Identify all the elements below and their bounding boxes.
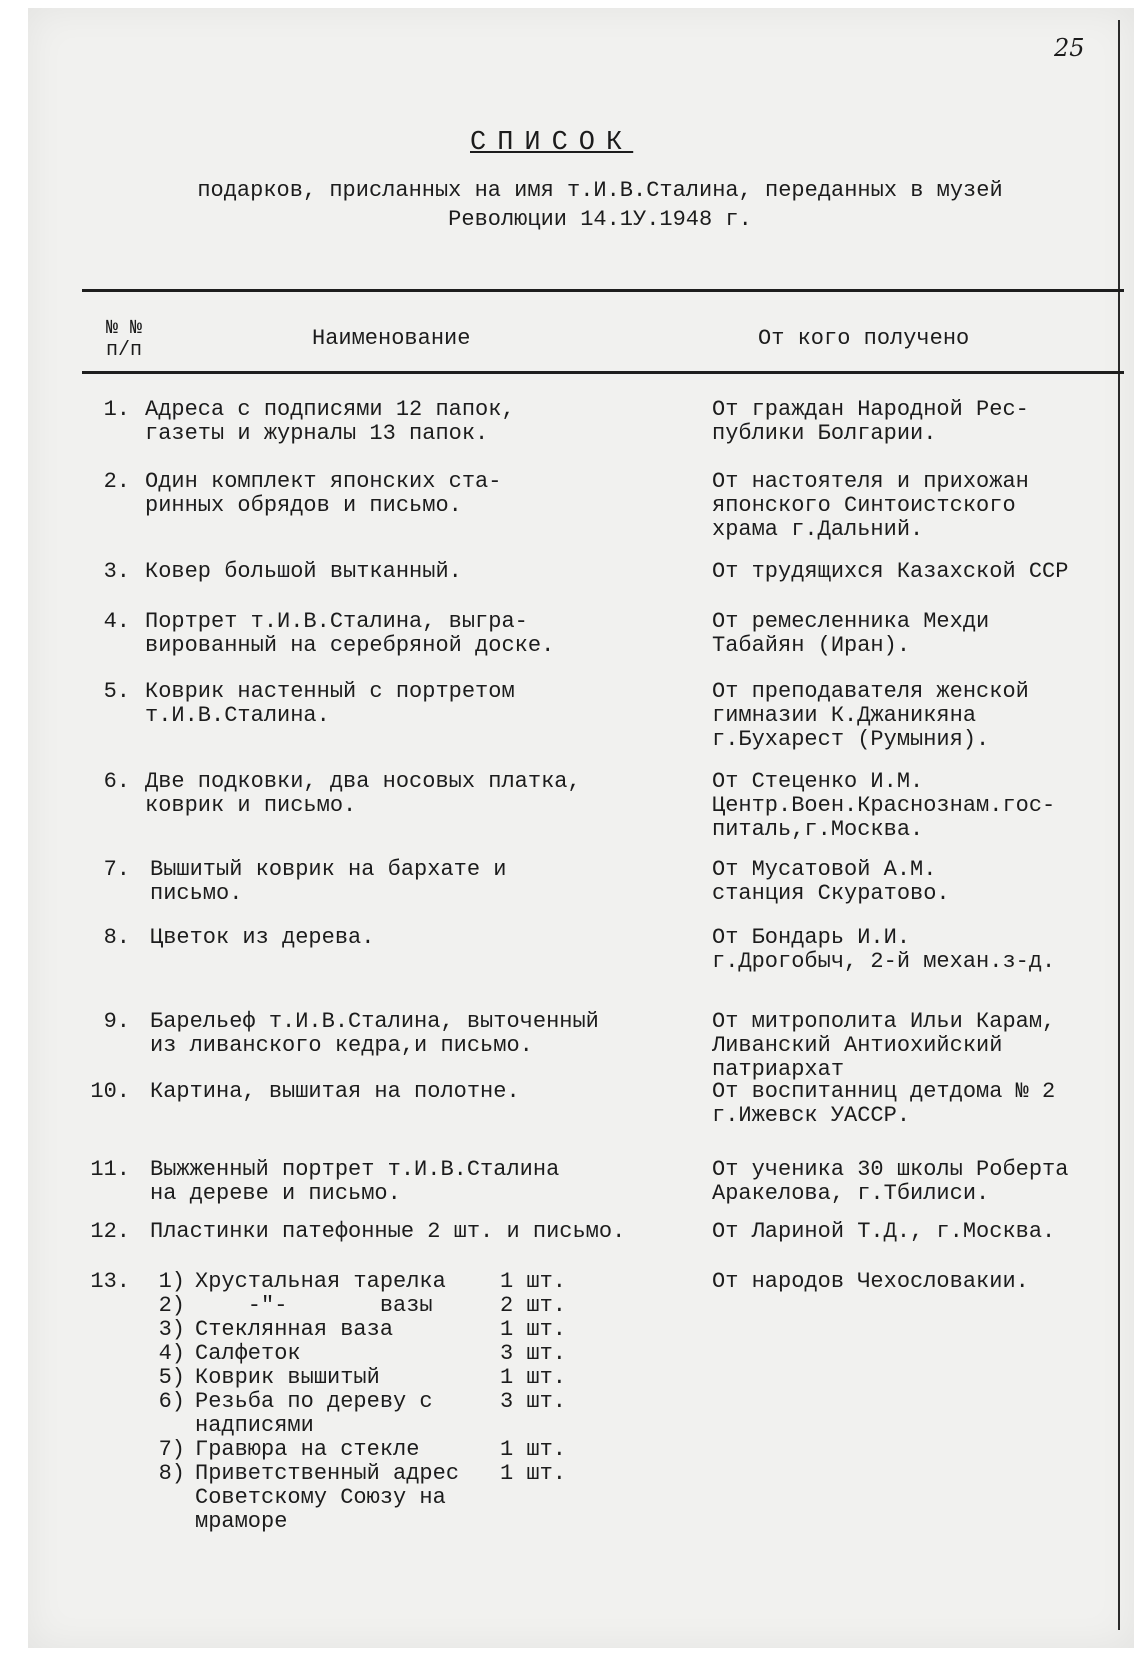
sub-item-quantity: 1 шт.	[500, 1317, 567, 1342]
sender-line: Ливанский Антиохийский	[712, 1033, 1003, 1058]
sender-line: г.Дрогобыч, 2-й механ.з-д.	[712, 949, 1056, 974]
item-name-line: коврик и письмо.	[145, 793, 357, 818]
item-name-line: письмо.	[150, 881, 243, 906]
row-number: 10.	[90, 1079, 130, 1104]
item-name-line: Портрет т.И.В.Сталина, выгра-	[145, 609, 528, 634]
sub-item-quantity: 1 шт.	[500, 1437, 567, 1462]
sender-line: г.Бухарест (Румыния).	[712, 727, 990, 752]
sender-line: гимназии К.Джаникяна	[712, 703, 977, 728]
sub-item-name: Стеклянная ваза	[195, 1317, 394, 1342]
item-name-line: из ливанского кедра,и письмо.	[150, 1033, 533, 1058]
sub-item-quantity: 2 шт.	[500, 1293, 567, 1318]
row-number: 11.	[90, 1157, 130, 1182]
sub-item-name: Советскому Союзу на	[195, 1485, 446, 1510]
sub-item-name: Хрустальная тарелка	[195, 1269, 446, 1294]
sub-item-number: 3)	[158, 1317, 185, 1342]
item-name-line: т.И.В.Сталина.	[145, 703, 330, 728]
sender-line: От трудящихся Казахской ССР	[712, 559, 1069, 584]
subtitle-line: подарков, присланных на имя т.И.В.Сталина, переданных в музей	[197, 178, 1003, 203]
sub-item-number: 1)	[158, 1269, 185, 1294]
sub-item-name: -"- вазы	[195, 1293, 433, 1318]
item-name-line: на дереве и письмо.	[150, 1181, 401, 1206]
item-name-line: Картина, вышитая на полотне.	[150, 1079, 520, 1104]
item-name-line: вированный на серебряной доске.	[145, 633, 555, 658]
sub-item-number: 4)	[158, 1341, 185, 1366]
sub-item-quantity: 1 шт.	[500, 1365, 567, 1390]
item-name-line: Две подковки, два носовых платка,	[145, 769, 581, 794]
document-subtitle	[100, 176, 1100, 234]
sub-item-number: 6)	[158, 1389, 185, 1414]
sub-item-quantity: 1 шт.	[500, 1269, 567, 1294]
item-name-line: Ковер большой вытканный.	[145, 559, 462, 584]
sender-line: От граждан Народной Рес-	[712, 397, 1029, 422]
sender-line: японского Синтоистского	[712, 493, 1016, 518]
item-name-line: Пластинки патефонные 2 шт. и письмо.	[150, 1219, 626, 1244]
sub-item-number: 7)	[158, 1437, 185, 1462]
sub-item-name: Резьба по дереву с	[195, 1389, 433, 1414]
sub-item-name: Коврик вышитый	[195, 1365, 380, 1390]
column-header-name: Наименование	[312, 326, 471, 351]
sender-line: От воспитанниц детдома № 2	[712, 1079, 1056, 1104]
item-name-line: ринных обрядов и письмо.	[145, 493, 462, 518]
subtitle-line: Революции 14.1У.1948 г.	[448, 207, 752, 232]
row-number: 6.	[103, 769, 130, 794]
sender-line: От ремесленника Мехди	[712, 609, 990, 634]
sub-item-quantity: 3 шт.	[500, 1341, 567, 1366]
item-name-line: Один комплект японских ста-	[145, 469, 502, 494]
row-number: 5.	[103, 679, 130, 704]
item-name-line: Выжженный портрет т.И.В.Сталина	[150, 1157, 560, 1182]
row-number: 7.	[103, 857, 130, 882]
sub-item-name: надписями	[195, 1413, 314, 1438]
header-rule-top	[82, 289, 1124, 292]
item-name-line: Вышитый коврик на бархате и	[150, 857, 507, 882]
page-number: 25	[1054, 34, 1085, 62]
sender-line: От народов Чехословакии.	[712, 1269, 1029, 1294]
column-header-num: № № п/п	[105, 317, 142, 362]
sender-line: От настоятеля и прихожан	[712, 469, 1029, 494]
sender-line: От Лариной Т.Д., г.Москва.	[712, 1219, 1056, 1244]
item-name-line: Цветок из дерева.	[150, 925, 375, 950]
row-number: 3.	[103, 559, 130, 584]
sender-line: От Мусатовой А.М.	[712, 857, 937, 882]
sender-line: публики Болгарии.	[712, 421, 937, 446]
row-number: 13.	[90, 1269, 130, 1294]
sub-item-name: Приветственный адрес	[195, 1461, 460, 1486]
sender-line: г.Ижевск УАССР.	[712, 1103, 911, 1128]
row-number: 4.	[103, 609, 130, 634]
document-sheet	[28, 8, 1134, 1648]
sender-line: станция Скуратово.	[712, 881, 950, 906]
sub-item-name: Салфеток	[195, 1341, 301, 1366]
sender-line: Центр.Воен.Краснознам.гос-	[712, 793, 1056, 818]
sub-item-quantity: 1 шт.	[500, 1461, 567, 1486]
row-number: 8.	[103, 925, 130, 950]
sub-item-quantity: 3 шт.	[500, 1389, 567, 1414]
item-name-line: Барельеф т.И.В.Сталина, выточенный	[150, 1009, 599, 1034]
sub-item-name: Гравюра на стекле	[195, 1437, 420, 1462]
sender-line: Аракелова, г.Тбилиси.	[712, 1181, 990, 1206]
row-number: 9.	[103, 1009, 130, 1034]
sender-line: От Бондарь И.И.	[712, 925, 911, 950]
sender-line: патриархат	[712, 1057, 845, 1082]
sender-line: храма г.Дальний.	[712, 517, 924, 542]
sender-line: Табайян (Иран).	[712, 633, 911, 658]
document-title: СПИСОК	[470, 128, 634, 158]
sender-line: питаль,г.Москва.	[712, 817, 924, 842]
sender-line: От преподавателя женской	[712, 679, 1029, 704]
sender-line: От Стеценко И.М.	[712, 769, 924, 794]
sheet-edge	[1118, 20, 1120, 1630]
sub-item-number: 8)	[158, 1461, 185, 1486]
sub-item-name: мраморе	[195, 1509, 288, 1534]
row-number: 2.	[103, 469, 130, 494]
sender-line: От ученика 30 школы Роберта	[712, 1157, 1069, 1182]
sender-line: От митрополита Ильи Карам,	[712, 1009, 1056, 1034]
item-name-line: Коврик настенный с портретом	[145, 679, 515, 704]
sub-item-number: 2)	[158, 1293, 185, 1318]
row-number: 12.	[90, 1219, 130, 1244]
item-name-line: газеты и журналы 13 папок.	[145, 421, 489, 446]
header-rule-bottom	[82, 371, 1124, 374]
column-header-from: От кого получено	[758, 326, 970, 351]
item-name-line: Адреса с подписями 12 папок,	[145, 397, 515, 422]
row-number: 1.	[103, 397, 130, 422]
sub-item-number: 5)	[158, 1365, 185, 1390]
